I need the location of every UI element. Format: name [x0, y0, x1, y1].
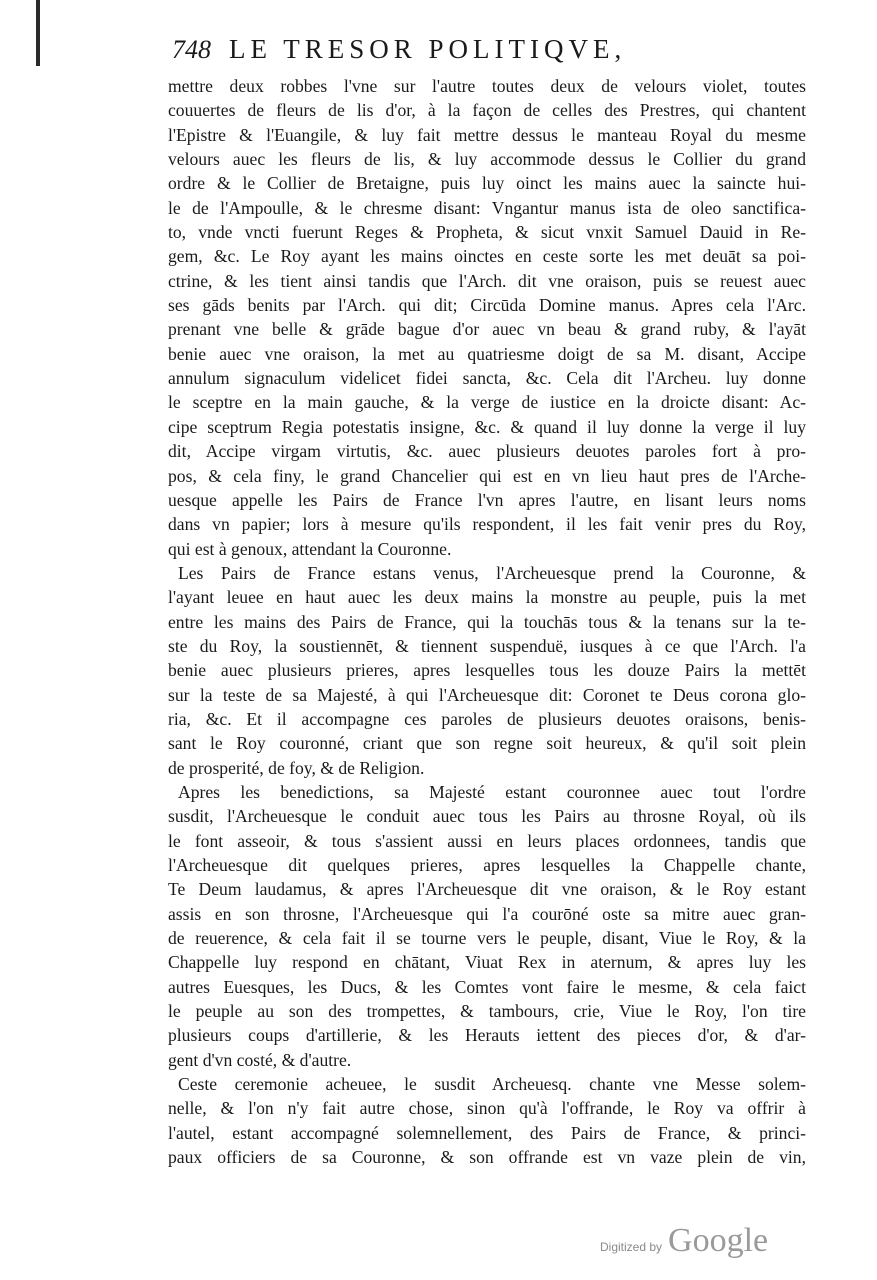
text-line: l'autel, estant accompagné solemnellement, des Pairs de France, & princi-	[168, 1122, 806, 1143]
page-number: 748	[172, 35, 211, 64]
text-line: Te Deum laudamus, & apres l'Archeuesque dit vne oraison, & le Roy estant	[168, 879, 806, 900]
page-header	[172, 34, 802, 65]
text-line: cipe sceptrum Regia potestatis insigne, &c. & quand il luy donne la verge il luy	[168, 416, 806, 437]
text-line: l'Archeuesque dit quelques prieres, apres lesquelles la Chappelle chante,	[168, 855, 806, 875]
text-line: paux officiers de sa Couronne, & son offrande est vn vaze plein de vin,	[168, 1147, 806, 1168]
text-line: susdit, l'Archeuesque le conduit auec tous les Pairs au throsne Royal, où ils	[168, 806, 806, 827]
text-line: le font asseoir, & tous s'assient aussi en leurs places ordonnees, tandis que	[168, 830, 806, 851]
text-line: couuertes de fleurs de lis d'or, à la façon de celles des Prestres, qui chantent	[168, 100, 806, 121]
text-line: dit, Accipe virgam virtutis, &c. auec plusieurs deuotes paroles fort à pro-	[168, 441, 806, 462]
text-line: le peuple au son des trompettes, & tambours, crie, Viue le Roy, l'on tire	[168, 1001, 806, 1022]
text-line: qui est à genoux, attendant la Couronne.	[168, 538, 452, 559]
text-line: assis en son throsne, l'Archeuesque qui l'a courōné oste sa mitre auec gran-	[168, 903, 806, 924]
text-line: de reuerence, & cela fait il se tourne vers le peuple, disant, Viue le Roy, & la	[168, 928, 806, 949]
text-line: Apres les benedictions, sa Majesté estant couronnee auec tout l'ordre	[178, 781, 806, 802]
text-line: to, vnde vncti fuerunt Reges & Propheta, & sicut vnxit Samuel Dauid in Re-	[168, 222, 806, 243]
text-line: nelle, & l'on n'y fait autre chose, sinon qu'à l'offrande, le Roy va offrir à	[168, 1098, 806, 1119]
text-line: ste du Roy, la soustiennēt, & tiennent suspenduë, iusques à ce que l'Arch. l'a	[168, 635, 806, 656]
google-logo: Google	[668, 1222, 769, 1259]
text-line: de prosperité, de foy, & de Religion.	[168, 757, 425, 778]
text-line: pos, & cela finy, le grand Chancelier qui est en vn lieu haut pres de l'Arche-	[168, 465, 806, 486]
text-line: sur la teste de sa Majesté, à qui l'Archeuesque dit: Coronet te Deus corona glo-	[168, 684, 806, 705]
text-line: dans vn papier; lors à mesure qu'ils respondent, il les fait venir pres du Roy,	[168, 514, 806, 535]
text-line: ria, &c. Et il accompagne ces paroles de plusieurs deuotes oraisons, benis-	[168, 708, 806, 729]
text-line: gent d'vn costé, & d'autre.	[168, 1049, 352, 1070]
text-line: Les Pairs de France estans venus, l'Archeuesque prend la Couronne, &	[178, 562, 806, 583]
text-line: sant le Roy couronné, criant que son regne soit heureux, & qu'il soit plein	[168, 733, 806, 754]
text-line: annulum signaculum videlicet fidei sancta, &c. Cela dit l'Archeu. luy donne	[168, 368, 806, 389]
text-line: prenant vne belle & grāde bague d'or auec vn beau & grand ruby, & l'ayāt	[168, 319, 806, 340]
text-line: Ceste ceremonie acheuee, le susdit Archeuesq. chante vne Messe solem-	[178, 1074, 806, 1095]
running-head: LE TRESOR POLITIQVE,	[229, 34, 627, 64]
text-line: benie auec vne oraison, la met au quatriesme doigt de sa M. disant, Accipe	[168, 343, 806, 364]
text-line: l'Epistre & l'Euangile, & luy fait mettre dessus le manteau Royal du mesme	[168, 124, 806, 145]
text-line: l'ayant leuee en haut auec les deux mains la monstre au peuple, puis la met	[168, 587, 806, 608]
text-line: ordre & le Collier de Bretaigne, puis luy oinct les mains auec la saincte hui-	[168, 173, 806, 194]
text-line: mettre deux robbes l'vne sur l'autre toutes deux de velours violet, toutes	[168, 76, 806, 96]
text-line: plusieurs coups d'artillerie, & les Herauts iettent des pieces d'or, & d'ar-	[168, 1025, 806, 1046]
text-line: ctrine, & les tient ainsi tandis que l'Arch. dit vne oraison, puis se reuest auec	[168, 270, 806, 291]
text-line: ses gāds benits par l'Arch. qui dit; Circūda Domine manus. Apres cela l'Arc.	[168, 295, 806, 316]
text-line: uesque appelle les Pairs de France l'vn apres l'autre, en lisant leurs noms	[168, 489, 806, 510]
text-line: le de l'Ampoulle, & le chresme disant: Vngantur manus ista de oleo sanctifica-	[168, 197, 806, 218]
text-line: entre les mains des Pairs de France, qui la touchās tous & la tenans sur la te-	[168, 611, 806, 632]
digitization-watermark	[600, 1222, 768, 1260]
text-line: Chappelle luy respond en chātant, Viuat Rex in aternum, & apres luy les	[168, 952, 806, 973]
margin-rule	[36, 0, 40, 66]
body-text	[168, 74, 806, 1169]
text-line: benie auec plusieurs prieres, apres lesquelles tous les douze Pairs la mettēt	[168, 660, 806, 681]
text-line: velours auec les fleurs de lis, & luy accommode dessus le Collier du grand	[168, 149, 806, 170]
digitized-by-label: Digitized by	[600, 1240, 663, 1254]
text-line: gem, &c. Le Roy ayant les mains oinctes en ceste sorte les met deuāt sa poi-	[168, 246, 806, 267]
text-line: le sceptre en la main gauche, & la verge de iustice en la droicte disant: Ac-	[168, 392, 806, 413]
text-line: autres Euesques, les Ducs, & les Comtes vont faire le mesme, & cela faict	[168, 976, 806, 997]
